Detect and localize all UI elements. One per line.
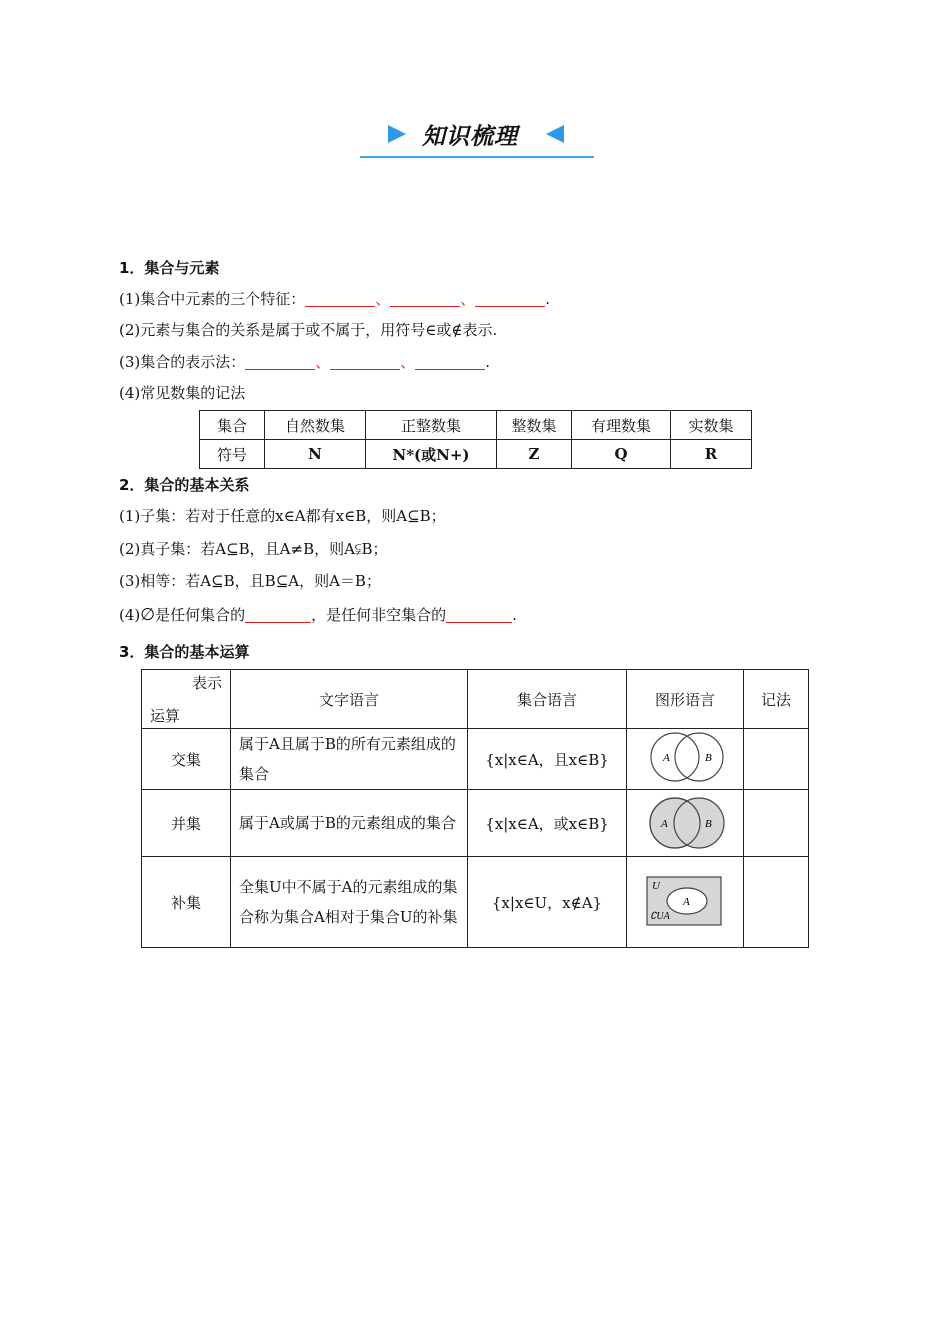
arrow-left-icon bbox=[546, 125, 564, 143]
table-cell: 实数集 bbox=[671, 411, 752, 440]
table-cell bbox=[744, 729, 809, 790]
table-cell: 属于A且属于B的所有元素组成的集合 bbox=[231, 729, 468, 790]
label-b: B bbox=[705, 818, 712, 830]
s1-line-2: (2)元素与集合的关系是属于或不属于，用符号∈或∉表示. bbox=[119, 321, 498, 339]
answer-blank bbox=[305, 291, 375, 307]
table-cell: 补集 bbox=[142, 857, 231, 948]
separator: 、 bbox=[400, 353, 416, 371]
table-header: 文字语言 bbox=[231, 670, 468, 729]
table-cell: Z bbox=[497, 440, 572, 469]
table-cell: {x|x∈U，x∉A} bbox=[468, 857, 627, 948]
answer-blank bbox=[475, 291, 545, 307]
s2-line-1: (1)子集：若对于任意的x∈A都有x∈B，则A⊆B； bbox=[119, 507, 446, 525]
table-cell: {x|x∈A，或x∈B} bbox=[468, 790, 627, 857]
s2-line-2: (2)真子集：若A⊆B，且A≠B，则A⫋B； bbox=[119, 540, 388, 558]
table-cell bbox=[744, 857, 809, 948]
banner-title: 知识梳理 bbox=[422, 124, 518, 150]
answer-blank bbox=[446, 607, 512, 623]
table-cell bbox=[744, 790, 809, 857]
venn-cell bbox=[627, 790, 744, 857]
period: . bbox=[545, 290, 551, 308]
empty-set-symbol: ∅ bbox=[140, 605, 156, 625]
s2-l4-prefix: (4) bbox=[119, 606, 141, 624]
table-row bbox=[200, 411, 752, 440]
section-3-heading: 3．集合的基本运算 bbox=[119, 643, 250, 661]
s2-line-3: (3)相等：若A⊆B，且B⊆A，则A＝B； bbox=[119, 572, 381, 590]
intersection-venn-diagram bbox=[645, 732, 725, 786]
s1-line-1 bbox=[119, 288, 550, 309]
table-cell: 交集 bbox=[142, 729, 231, 790]
label-complement: ∁UA bbox=[650, 911, 670, 922]
venn-cell bbox=[627, 857, 744, 948]
union-venn-diagram bbox=[645, 795, 725, 851]
table-cell: 自然数集 bbox=[265, 411, 366, 440]
banner-underline bbox=[360, 156, 594, 158]
table-cell: 正整数集 bbox=[366, 411, 497, 440]
s1-l1-text: (1)集合中元素的三个特征： bbox=[119, 290, 306, 308]
table-row bbox=[142, 790, 809, 857]
table-row bbox=[142, 857, 809, 948]
table-cell: 整数集 bbox=[497, 411, 572, 440]
label-a: A bbox=[661, 818, 668, 830]
venn-cell bbox=[627, 729, 744, 790]
table-cell bbox=[231, 790, 468, 857]
s2-line-4 bbox=[119, 604, 517, 625]
table-cell: N bbox=[265, 440, 366, 469]
table-cell: 集合 bbox=[200, 411, 265, 440]
table-header: 图形语言 bbox=[627, 670, 744, 729]
answer-blank bbox=[390, 291, 460, 307]
s2-l4-text-2: ，是任何非空集合的 bbox=[311, 606, 447, 624]
s1-line-3 bbox=[119, 351, 490, 372]
set-operations-table bbox=[141, 669, 809, 948]
number-sets-table bbox=[199, 410, 752, 469]
table-cell: {x|x∈A，且x∈B} bbox=[468, 729, 627, 790]
period: . bbox=[485, 353, 491, 371]
corner-label-bottom: 运算 bbox=[150, 707, 181, 725]
table-header: 集合语言 bbox=[468, 670, 627, 729]
table-cell: 符号 bbox=[200, 440, 265, 469]
table-cell: 并集 bbox=[142, 790, 231, 857]
label-u: U bbox=[652, 880, 660, 892]
table-header: 记法 bbox=[744, 670, 809, 729]
circle-b bbox=[674, 798, 724, 848]
section-2-heading: 2．集合的基本关系 bbox=[119, 476, 250, 494]
table-row bbox=[142, 670, 809, 729]
s1-l3-text: (3)集合的表示法： bbox=[119, 353, 246, 371]
table-row bbox=[142, 729, 809, 790]
table-row bbox=[200, 440, 752, 469]
separator: 、 bbox=[315, 353, 331, 371]
answer-blank bbox=[415, 354, 485, 370]
union-text: 属于A或属于B的元素组成的集合 bbox=[239, 814, 456, 832]
label-a: A bbox=[663, 752, 670, 764]
period: . bbox=[512, 606, 517, 624]
separator: 、 bbox=[460, 290, 476, 308]
table-corner-cell bbox=[142, 670, 231, 729]
table-cell: Q bbox=[572, 440, 671, 469]
complement-venn-diagram bbox=[645, 875, 725, 929]
table-cell: N*(或N+) bbox=[366, 440, 497, 469]
section-banner bbox=[360, 112, 594, 162]
table-cell: 全集U中不属于A的元素组成的集合称为集合A相对于集合U的补集 bbox=[231, 857, 468, 948]
table-cell: 有理数集 bbox=[572, 411, 671, 440]
label-b: B bbox=[705, 752, 712, 764]
section-1-heading: 1．集合与元素 bbox=[119, 259, 220, 277]
s2-l4-text: 是任何集合的 bbox=[155, 606, 246, 624]
table-cell: R bbox=[671, 440, 752, 469]
s1-line-4: (4)常见数集的记法 bbox=[119, 384, 246, 402]
label-a: A bbox=[683, 896, 690, 908]
corner-label-top: 表示 bbox=[191, 674, 222, 692]
answer-blank bbox=[330, 354, 400, 370]
answer-blank bbox=[245, 354, 315, 370]
separator: 、 bbox=[375, 290, 391, 308]
arrow-right-icon bbox=[388, 125, 406, 143]
answer-blank bbox=[245, 607, 311, 623]
